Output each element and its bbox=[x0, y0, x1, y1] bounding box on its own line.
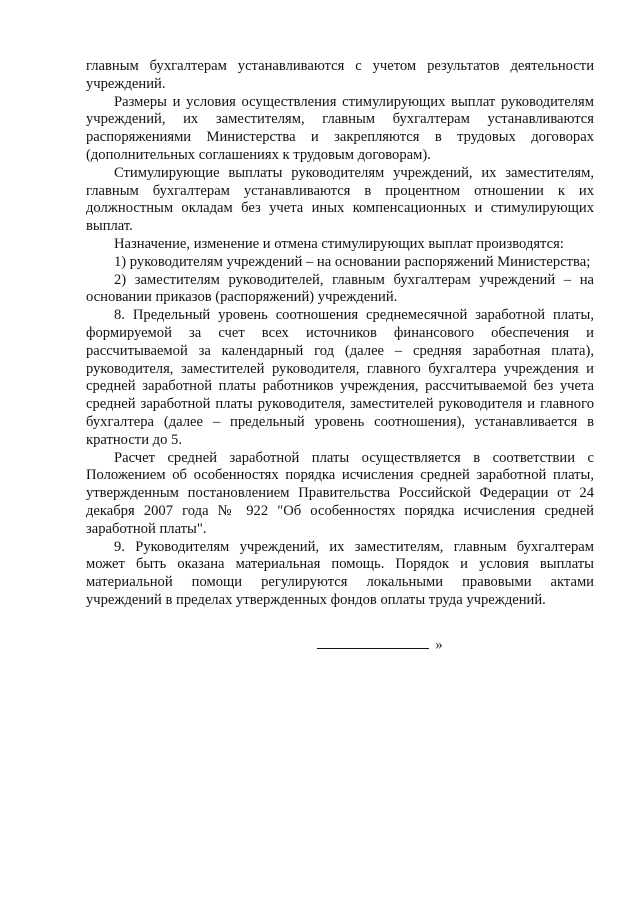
paragraph-2: Размеры и условия осуществления стимулирующих выплат руководителям учреждений, их заместителям, главным бухгалтерам устанавливаются распоряжениями Министерства и закрепляются в трудовых договорах (дополнительных соглашениях к трудовым договорам). bbox=[86, 93, 594, 163]
closing-underline bbox=[317, 636, 429, 649]
paragraph-8: Расчет средней заработной платы осуществляется в соответствии с Положением об особенностях порядка исчисления средней заработной платы, утвержденным постановлением Правительства Российской Федерации от 24 декабря 2007 года № 922 "Об особенностях порядка исчисления средней заработной платы". bbox=[86, 449, 594, 537]
document-page bbox=[86, 58, 594, 655]
closing-line bbox=[86, 636, 594, 655]
paragraph-6: 2) заместителям руководителей, главным бухгалтерам учреждений – на основании приказов (распоряжений) учреждений. bbox=[86, 271, 594, 306]
closing-quote: » bbox=[435, 636, 443, 653]
paragraph-3: Стимулирующие выплаты руководителям учреждений, их заместителям, главным бухгалтерам устанавливаются в процентном отношении к их должностным окладам без учета иных компенсационных и стимулирующих выплат. bbox=[86, 164, 594, 235]
paragraph-4: Назначение, изменение и отмена стимулирующих выплат производятся: bbox=[114, 235, 564, 252]
paragraph-7: 8. Предельный уровень соотношения среднемесячной заработной платы, формируемой за счет всех источников финансового обеспечения и рассчитываемой за календарный год (далее – средняя заработная плата), руководителя, заместителей руководителя, главного бухгалтера учреждения и средней заработной платы работников учреждения, рассчитываемой без учета средней заработной платы руководителя, заместителей руководителя и главного бухгалтера (далее – предельный уровень соотношения), устанавливается в кратности до 5. bbox=[86, 307, 594, 448]
paragraph-1: главным бухгалтерам устанавливаются с учетом результатов деятельности учреждений. bbox=[86, 58, 594, 92]
paragraph-9: 9. Руководителям учреждений, их заместителям, главным бухгалтерам может быть оказана материальная помощь. Порядок и условия выплаты материальной помощи регулируются локальными правовыми актами учреждений в пределах утвержденных фондов оплаты труда учреждений. bbox=[86, 538, 594, 608]
paragraph-5: 1) руководителям учреждений – на основании распоряжений Министерства; bbox=[114, 253, 591, 270]
